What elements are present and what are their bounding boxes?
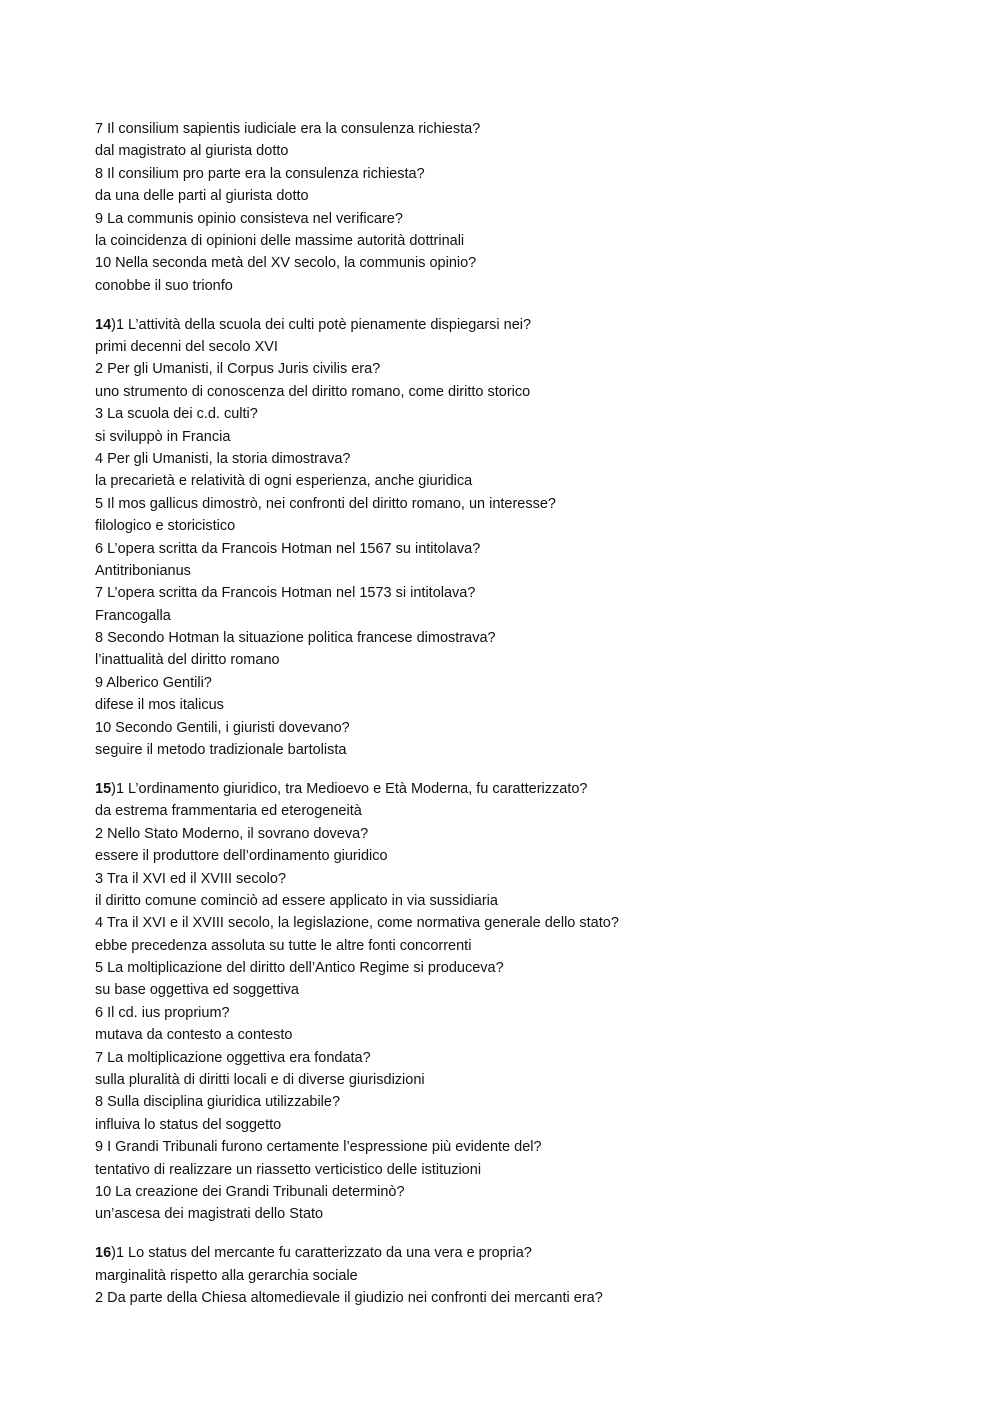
- text-line: l’inattualità del diritto romano: [95, 652, 280, 669]
- text-line: un’ascesa dei magistrati dello Stato: [95, 1206, 324, 1223]
- text-line: 7 L’opera scritta da Francois Hotman nel 1573 si intitolava?: [95, 585, 476, 602]
- text-line: 2 Nello Stato Moderno, il sovrano doveva?: [95, 825, 369, 842]
- section-16: [95, 1242, 955, 1309]
- text-line: 5 La moltiplicazione del diritto dell’Antico Regime si produceva?: [95, 960, 504, 977]
- text-line: influiva lo status del soggetto: [95, 1116, 282, 1133]
- document-page: [95, 118, 955, 1326]
- section-number: 15: [95, 780, 112, 797]
- text-line: ebbe precedenza assoluta su tutte le altre fonti concorrenti: [95, 937, 472, 954]
- text-line: 10 Nella seconda metà del XV secolo, la communis opinio?: [95, 255, 477, 272]
- section-number: 16: [95, 1245, 112, 1262]
- question-text: )1 Lo status del mercante fu caratterizzato da una vera e propria?: [111, 1245, 532, 1262]
- text-line: dal magistrato al giurista dotto: [95, 143, 289, 160]
- text-line: 8 Il consilium pro parte era la consulenza richiesta?: [95, 165, 425, 182]
- text-line: la precarietà e relatività di ogni esperienza, anche giuridica: [95, 473, 473, 490]
- section-14: [95, 314, 955, 762]
- text-line: 8 Secondo Hotman la situazione politica francese dimostrava?: [95, 630, 496, 647]
- text-line: 9 I Grandi Tribunali furono certamente l’espressione più evidente del?: [95, 1139, 542, 1156]
- text-line: 9 Alberico Gentili?: [95, 674, 212, 691]
- section-heading-line: [95, 1242, 955, 1264]
- text-line: essere il produttore dell’ordinamento giuridico: [95, 848, 388, 865]
- text-line: la coincidenza di opinioni delle massime autorità dottrinali: [95, 232, 465, 249]
- text-line: 5 Il mos gallicus dimostrò, nei confronti del diritto romano, un interesse?: [95, 495, 556, 512]
- text-line: 10 Secondo Gentili, i giuristi dovevano?: [95, 719, 350, 736]
- text-line: 7 La moltiplicazione oggettiva era fondata?: [95, 1049, 371, 1066]
- text-line: 4 Per gli Umanisti, la storia dimostrava?: [95, 450, 351, 467]
- text-line: 4 Tra il XVI e il XVIII secolo, la legislazione, come normativa generale dello stato?: [95, 915, 619, 932]
- text-line: 6 Il cd. ius proprium?: [95, 1004, 230, 1021]
- section-13-continued: [95, 118, 955, 297]
- section-number: 14: [95, 316, 112, 333]
- text-line: su base oggettiva ed soggettiva: [95, 982, 299, 999]
- text-line: 3 Tra il XVI ed il XVIII secolo?: [95, 870, 287, 887]
- text-line: uno strumento di conoscenza del diritto romano, come diritto storico: [95, 383, 531, 400]
- text-line: sulla pluralità di diritti locali e di diverse giurisdizioni: [95, 1072, 425, 1089]
- text-line: da una delle parti al giurista dotto: [95, 188, 309, 205]
- text-line: Antitribonianus: [95, 562, 191, 579]
- text-line: 2 Da parte della Chiesa altomedievale il giudizio nei confronti dei mercanti era?: [95, 1290, 603, 1307]
- text-line: tentativo di realizzare un riassetto verticistico delle istituzioni: [95, 1161, 482, 1178]
- text-line: 10 La creazione dei Grandi Tribunali determinò?: [95, 1183, 405, 1200]
- section-heading-line: [95, 778, 955, 800]
- text-line: si sviluppò in Francia: [95, 428, 231, 445]
- question-text: )1 L’attività della scuola dei culti potè pienamente dispiegarsi nei?: [111, 316, 532, 333]
- section-heading-line: [95, 314, 955, 336]
- text-line: difese il mos italicus: [95, 697, 224, 714]
- text-line: 8 Sulla disciplina giuridica utilizzabile?: [95, 1094, 341, 1111]
- text-line: mutava da contesto a contesto: [95, 1027, 293, 1044]
- text-line: 7 Il consilium sapientis iudiciale era la consulenza richiesta?: [95, 121, 481, 137]
- text-line: da estrema frammentaria ed eterogeneità: [95, 803, 362, 820]
- text-line: 3 La scuola dei c.d. culti?: [95, 406, 258, 423]
- question-text: )1 L’ordinamento giuridico, tra Medioevo e Età Moderna, fu caratterizzato?: [111, 780, 588, 797]
- text-line: 6 L’opera scritta da Francois Hotman nel 1567 su intitolava?: [95, 540, 481, 557]
- section-15: [95, 778, 955, 1226]
- text-line: primi decenni del secolo XVI: [95, 339, 278, 356]
- text-line: filologico e storicistico: [95, 518, 236, 535]
- text-line: 2 Per gli Umanisti, il Corpus Juris civilis era?: [95, 361, 381, 378]
- text-line: marginalità rispetto alla gerarchia sociale: [95, 1267, 358, 1284]
- text-line: seguire il metodo tradizionale bartolista: [95, 742, 347, 759]
- text-line: Francogalla: [95, 607, 171, 624]
- text-line: conobbe il suo trionfo: [95, 277, 233, 294]
- text-line: 9 La communis opinio consisteva nel verificare?: [95, 210, 403, 227]
- text-line: il diritto comune cominciò ad essere applicato in via sussidiaria: [95, 892, 498, 909]
